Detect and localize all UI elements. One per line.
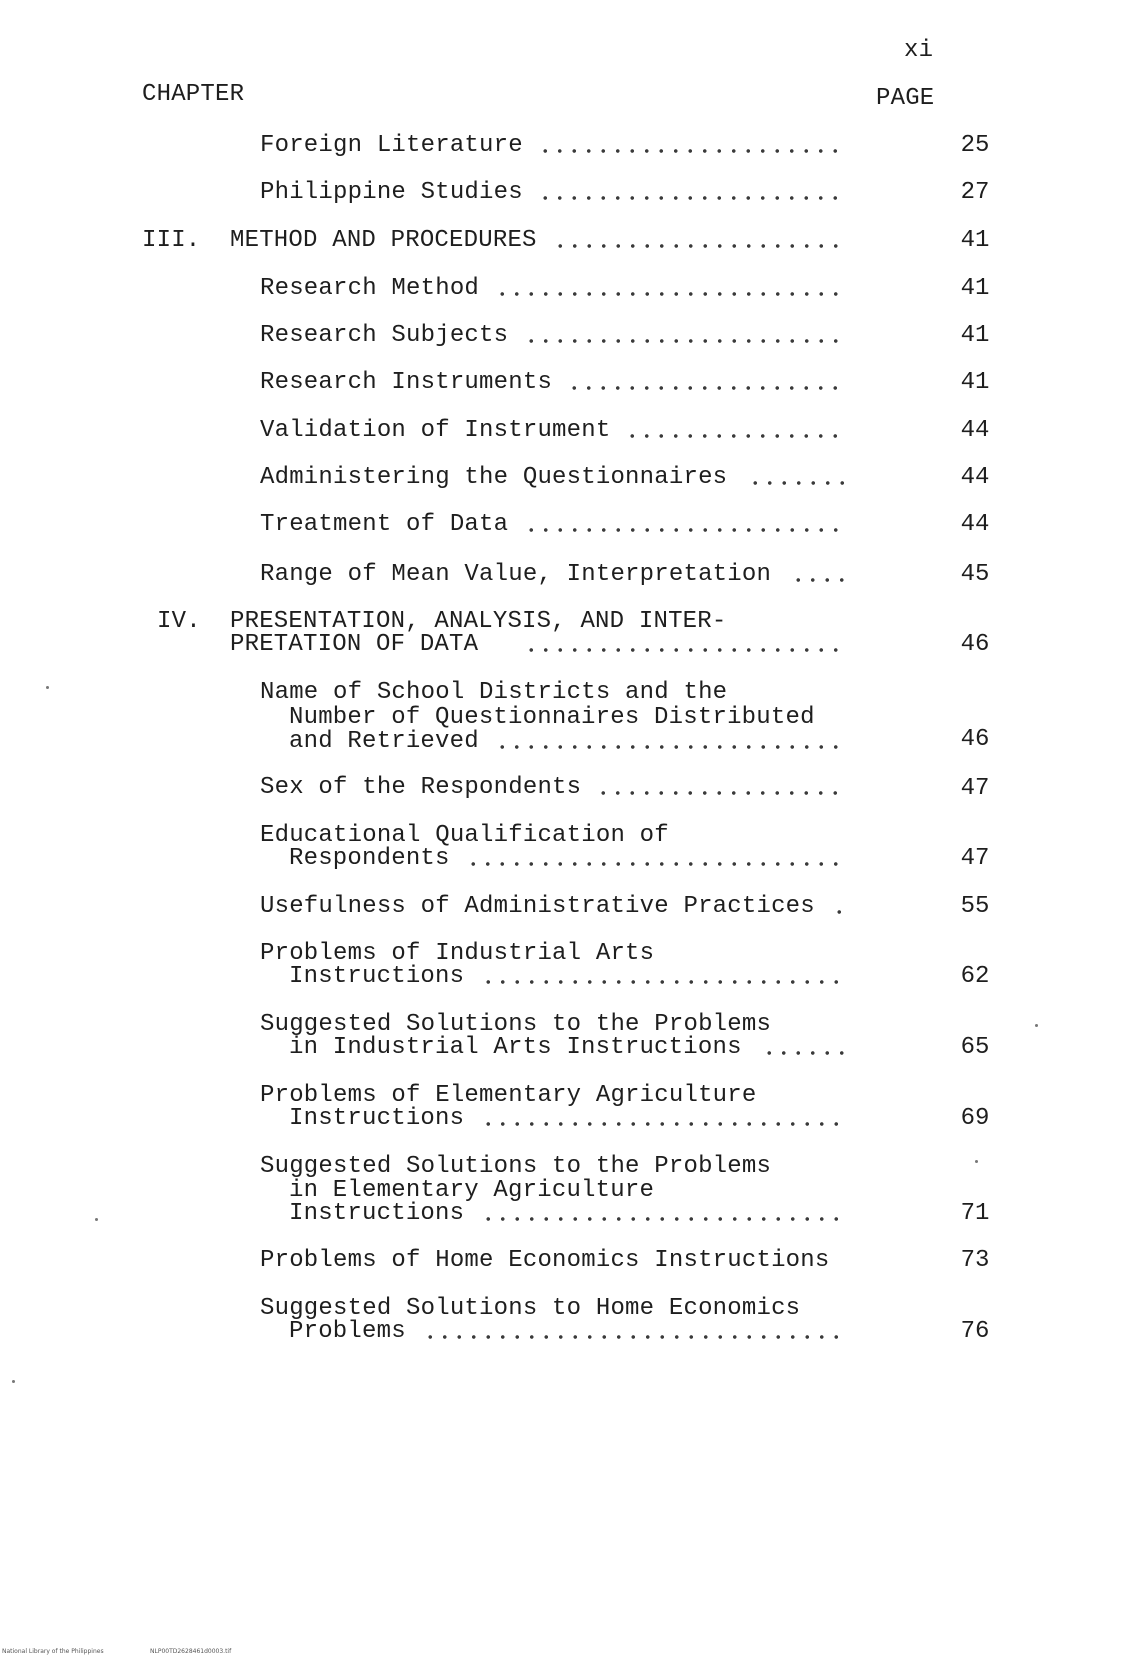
entry-page-number: 41 xyxy=(960,322,990,349)
entry-text: Philippine Studies xyxy=(260,179,523,206)
dot-leader xyxy=(567,386,844,390)
entry-text: Problems of Elementary Agriculture xyxy=(260,1082,757,1109)
entry-text: Administering the Questionnaires xyxy=(260,464,728,491)
entry-page-number: 47 xyxy=(960,845,990,872)
entry-text: Range of Mean Value, Interpretation xyxy=(260,561,772,588)
dot-leader xyxy=(596,791,844,795)
dot-leader xyxy=(481,980,844,984)
dot-leader xyxy=(538,196,844,200)
entry-text-continued: Number of Questionnaires Distributed xyxy=(289,704,815,731)
dot-leader xyxy=(538,149,844,153)
entry-page-number: 46 xyxy=(960,631,990,658)
entry-page-number: 41 xyxy=(960,275,990,302)
entry-text: Suggested Solutions to the Problems xyxy=(260,1011,772,1038)
dot-leader xyxy=(495,745,844,749)
entry-page-number: 27 xyxy=(960,179,990,206)
scan-speck xyxy=(95,1218,98,1221)
entry-page-number: 44 xyxy=(960,417,990,444)
footer-library: National Library of the Philippines xyxy=(2,1648,104,1655)
scan-speck xyxy=(975,1160,978,1163)
entry-text: Problems of Industrial Arts xyxy=(260,940,655,967)
dot-leader xyxy=(553,244,844,248)
entry-page-number: 41 xyxy=(960,369,990,396)
entry-text: Research Instruments xyxy=(260,369,553,396)
entry-page-number: 44 xyxy=(960,464,990,491)
entry-text: Sex of the Respondents xyxy=(260,774,582,801)
entry-text-continued: in Elementary Agriculture xyxy=(289,1177,655,1204)
entry-page-number: 44 xyxy=(960,511,990,538)
entry-text-continued: Instructions xyxy=(289,1200,465,1227)
entry-text: Suggested Solutions to Home Economics xyxy=(260,1295,801,1322)
chapter-number: IV. xyxy=(157,608,201,635)
dot-leader xyxy=(466,862,844,866)
dot-leader xyxy=(423,1335,844,1339)
entry-text: Foreign Literature xyxy=(260,132,523,159)
entry-text: Research Method xyxy=(260,275,480,302)
chapter-header: CHAPTER xyxy=(142,81,245,108)
entry-text: Validation of Instrument xyxy=(260,417,611,444)
entry-text-continued: Respondents xyxy=(289,845,450,872)
entry-text-continued: and Retrieved xyxy=(289,728,479,755)
entry-text-continued: PRETATION OF DATA xyxy=(230,631,479,658)
entry-text-continued: Instructions xyxy=(289,963,465,990)
entry-text-continued: in Industrial Arts Instructions xyxy=(289,1034,742,1061)
entry-text: Usefulness of Administrative Practices xyxy=(260,893,815,920)
dot-leader xyxy=(481,1122,844,1126)
dot-leader xyxy=(832,910,844,914)
dot-leader xyxy=(481,1217,844,1221)
entry-page-number: 46 xyxy=(960,726,990,753)
entry-page-number: 25 xyxy=(960,132,990,159)
page-header: PAGE xyxy=(876,85,935,112)
dot-leader xyxy=(791,578,844,582)
dot-leader xyxy=(524,648,844,652)
entry-text-continued: Instructions xyxy=(289,1105,465,1132)
scan-speck xyxy=(46,686,49,689)
entry-text: Educational Qualification of xyxy=(260,822,669,849)
dot-leader xyxy=(625,434,844,438)
entry-page-number: 76 xyxy=(960,1318,990,1345)
entry-text: PRESENTATION, ANALYSIS, AND INTER- xyxy=(230,608,727,635)
entry-text-continued: Problems xyxy=(289,1318,406,1345)
page-number: xi xyxy=(904,37,934,64)
entry-text: Treatment of Data xyxy=(260,511,509,538)
entry-text: Research Subjects xyxy=(260,322,509,349)
entry-text: Suggested Solutions to the Problems xyxy=(260,1153,772,1180)
entry-page-number: 41 xyxy=(960,227,990,254)
entry-page-number: 69 xyxy=(960,1105,990,1132)
entry-page-number: 55 xyxy=(960,893,990,920)
entry-text: Name of School Districts and the xyxy=(260,679,728,706)
dot-leader xyxy=(524,528,844,532)
entry-page-number: 45 xyxy=(960,561,990,588)
entry-page-number: 73 xyxy=(960,1247,990,1274)
dot-leader xyxy=(762,1051,844,1055)
entry-page-number: 71 xyxy=(960,1200,990,1227)
dot-leader xyxy=(748,481,844,485)
entry-text: Problems of Home Economics Instructions xyxy=(260,1247,830,1274)
entry-page-number: 65 xyxy=(960,1034,990,1061)
scan-speck xyxy=(1035,1024,1038,1027)
scan-speck xyxy=(12,1380,15,1383)
chapter-number: III. xyxy=(142,227,201,254)
dot-leader xyxy=(524,339,844,343)
dot-leader xyxy=(495,292,844,296)
entry-text: METHOD AND PROCEDURES xyxy=(230,227,537,254)
entry-page-number: 47 xyxy=(960,775,990,802)
entry-page-number: 62 xyxy=(960,963,990,990)
footer-file: NLP00TD2628461d0003.tif xyxy=(150,1648,232,1655)
